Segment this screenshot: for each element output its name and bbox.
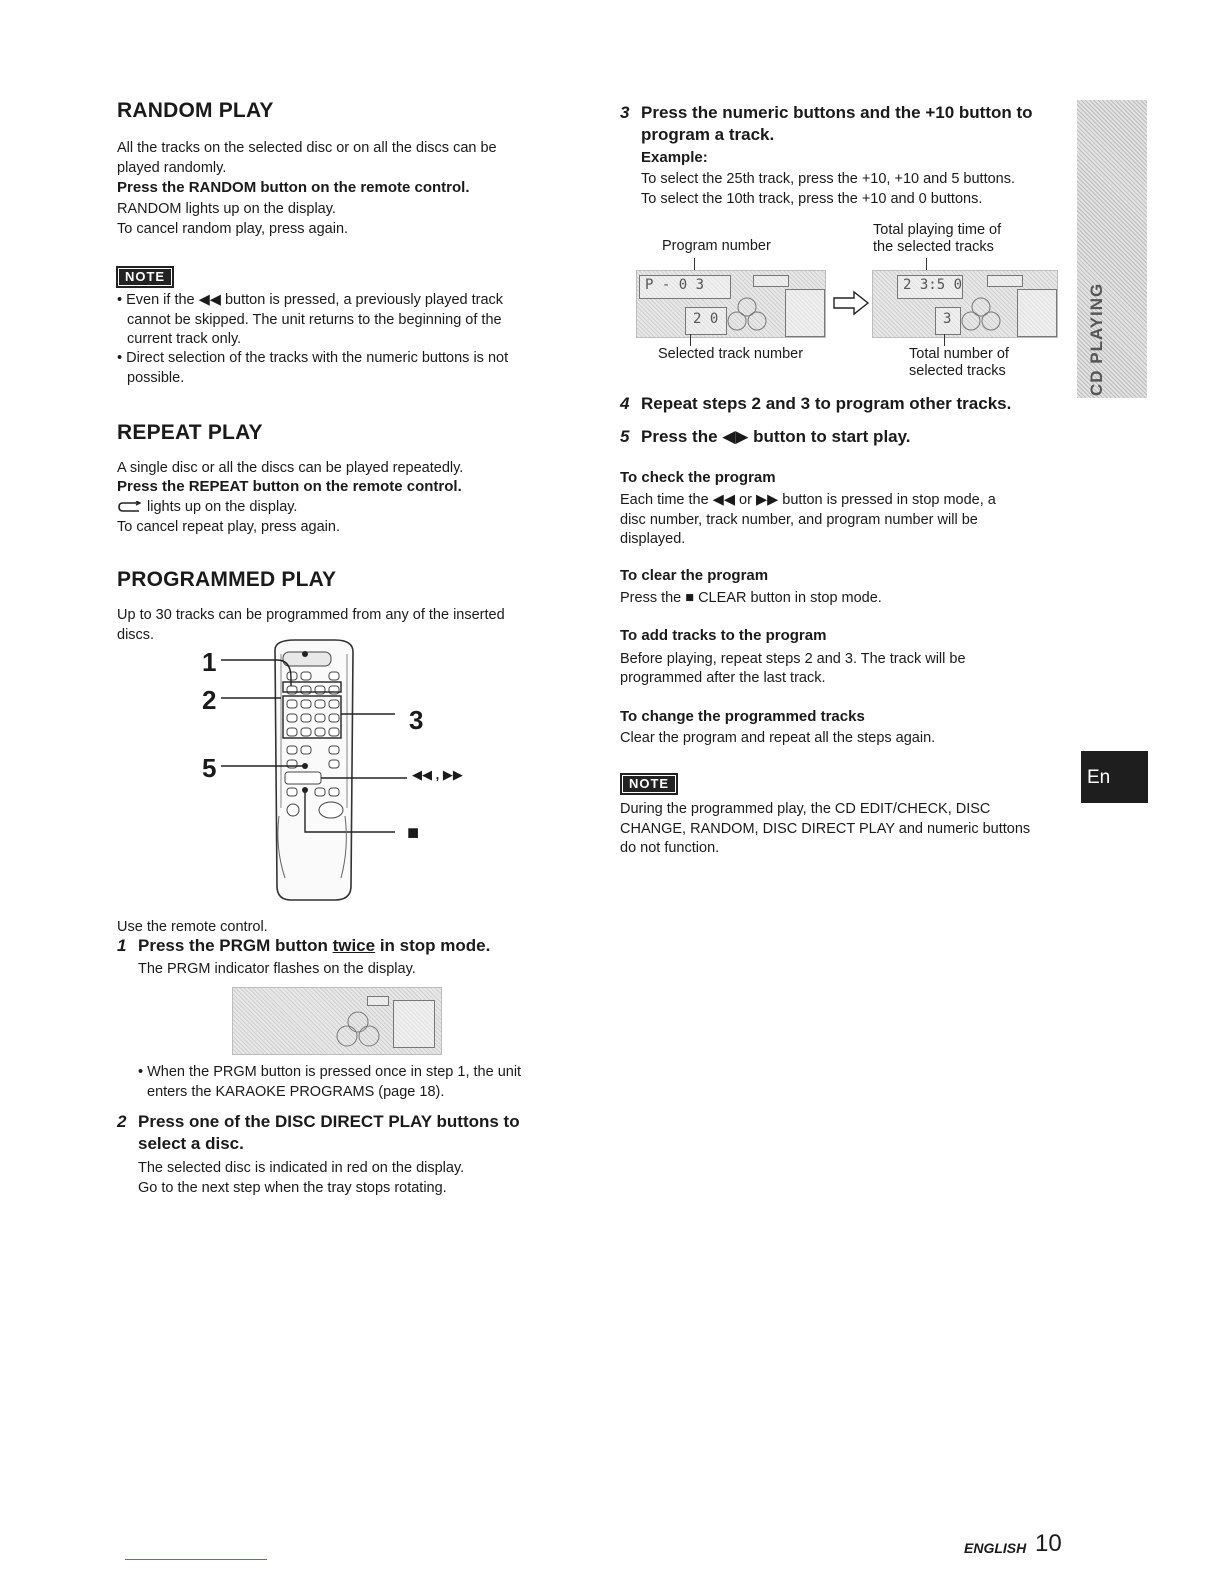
note-badge: NOTE xyxy=(116,266,174,288)
display-program-after: 2 3:5 0 3 xyxy=(872,270,1058,338)
step-4 xyxy=(620,393,1080,417)
label-total-time-b: the selected tracks xyxy=(873,239,994,255)
step-2-detail-2: Go to the next step when the tray stops rotating. xyxy=(138,1180,447,1196)
right-note-line-1: During the programmed play, the CD EDIT/CHECK, DISC xyxy=(620,801,991,817)
random-line-1: RANDOM lights up on the display. xyxy=(117,201,336,217)
language-tab-label: En xyxy=(1087,767,1111,788)
arrow-right-icon xyxy=(832,290,870,316)
step-3-line-a: Press the numeric buttons and the +10 button to xyxy=(641,103,1033,122)
display-program-before: P - 0 3 2 0 xyxy=(636,270,826,338)
step-1-detail: The PRGM indicator flashes on the display. xyxy=(138,961,416,977)
right-note-line-2: CHANGE, RANDOM, DISC DIRECT PLAY and numeric buttons xyxy=(620,821,1031,837)
footer-page-number: 10 xyxy=(1035,1530,1062,1557)
prgm-display-illustration xyxy=(232,987,442,1055)
repeat-line-2: To cancel repeat play, press again. xyxy=(117,519,341,535)
check-program-line-3: displayed. xyxy=(620,531,686,547)
random-note-1b: cannot be skipped. The unit returns to the beginning of the xyxy=(127,312,502,328)
random-note-2a: • Direct selection of the tracks with the numeric buttons is not xyxy=(117,350,509,366)
step-2-number: 2 xyxy=(117,1112,127,1131)
check-program-line-2: disc number, track number, and program number will be xyxy=(620,512,978,528)
repeat-instruction: Press the REPEAT button on the remote control. xyxy=(117,478,462,495)
step-2-line-b: select a disc. xyxy=(138,1134,244,1153)
clear-program-title: To clear the program xyxy=(620,567,769,584)
label-program-number: Program number xyxy=(662,238,771,254)
callout-1: 1 xyxy=(202,647,217,677)
callout-rew-ff: ◀◀ , ▶▶ xyxy=(412,767,463,782)
add-tracks-line-1: Before playing, repeat steps 2 and 3. The track will be xyxy=(620,651,966,667)
step-3-line-b: program a track. xyxy=(641,125,775,144)
random-note-1c: current track only. xyxy=(127,331,242,347)
step-4-text: Repeat steps 2 and 3 to program other tracks. xyxy=(641,394,1012,413)
bottom-rule xyxy=(125,1559,267,1560)
programmed-play-heading: PROGRAMMED PLAY xyxy=(117,568,337,591)
label-total-number-b: selected tracks xyxy=(909,363,1006,379)
example-label: Example: xyxy=(641,149,708,166)
add-tracks-title: To add tracks to the program xyxy=(620,627,827,644)
random-intro-1: All the tracks on the selected disc or on all the discs can be xyxy=(117,140,497,156)
label-selected-track: Selected track number xyxy=(658,346,804,362)
use-remote-text: Use the remote control. xyxy=(117,919,268,935)
repeat-symbol-icon xyxy=(117,501,143,513)
language-tab xyxy=(1081,751,1148,803)
programmed-intro-2: discs. xyxy=(117,627,155,643)
change-tracks-line-1: Clear the program and repeat all the steps again. xyxy=(620,730,936,746)
step-1 xyxy=(117,935,577,959)
step-5-number: 5 xyxy=(620,427,630,446)
right-note-line-3: do not function. xyxy=(620,840,720,856)
note-badge-right: NOTE xyxy=(620,773,678,795)
random-note-2b: possible. xyxy=(127,370,185,386)
callout-3: 3 xyxy=(409,705,424,735)
random-line-2: To cancel random play, press again. xyxy=(117,221,349,237)
programmed-intro-1: Up to 30 tracks can be programmed from any of the inserted xyxy=(117,607,505,623)
side-tab-cd-playing xyxy=(1077,100,1147,398)
label-total-number-a: Total number of xyxy=(909,346,1009,362)
random-note-1a: • Even if the ◀◀ button is pressed, a previously played track xyxy=(117,292,504,308)
step-3 xyxy=(620,102,1080,148)
repeat-line-1: lights up on the display. xyxy=(147,499,298,515)
step-1-text: Press the PRGM button twice in stop mode. xyxy=(138,936,491,955)
example-line-1: To select the 25th track, press the +10, +10 and 5 buttons. xyxy=(641,171,1016,187)
add-tracks-line-2: programmed after the last track. xyxy=(620,670,826,686)
check-program-line-1: Each time the ◀◀ or ▶▶ button is pressed in stop mode, a xyxy=(620,492,996,508)
step-5-text: Press the ◀▶ button to start play. xyxy=(641,427,911,446)
step-3-number: 3 xyxy=(620,103,630,122)
step-2-detail-1: The selected disc is indicated in red on the display. xyxy=(138,1160,465,1176)
repeat-intro: A single disc or all the discs can be played repeatedly. xyxy=(117,460,464,476)
callout-stop: ■ xyxy=(407,822,420,844)
change-tracks-title: To change the programmed tracks xyxy=(620,708,865,725)
side-tab-label: CD PLAYING xyxy=(1087,282,1106,396)
step-2-line-a: Press one of the DISC DIRECT PLAY buttons to xyxy=(138,1112,520,1131)
step-4-number: 4 xyxy=(620,394,630,413)
step-5 xyxy=(620,426,1080,450)
step-1-bullet-b: enters the KARAOKE PROGRAMS (page 18). xyxy=(147,1084,445,1100)
step-1-number: 1 xyxy=(117,936,127,955)
step-2 xyxy=(117,1111,587,1157)
label-total-time-a: Total playing time of xyxy=(873,222,1002,238)
example-line-2: To select the 10th track, press the +10 and 0 buttons. xyxy=(641,191,983,207)
clear-program-line-1: Press the ■ CLEAR button in stop mode. xyxy=(620,590,882,606)
random-instruction: Press the RANDOM button on the remote control. xyxy=(117,179,470,196)
footer-language: ENGLISH xyxy=(964,1540,1027,1556)
random-play-heading: RANDOM PLAY xyxy=(117,99,274,122)
check-program-title: To check the program xyxy=(620,469,776,486)
callout-2: 2 xyxy=(202,685,217,715)
step-1-bullet-a: • When the PRGM button is pressed once in step 1, the unit xyxy=(138,1064,522,1080)
callout-5: 5 xyxy=(202,753,217,783)
repeat-play-heading: REPEAT PLAY xyxy=(117,421,263,444)
random-intro-2: played randomly. xyxy=(117,160,227,176)
